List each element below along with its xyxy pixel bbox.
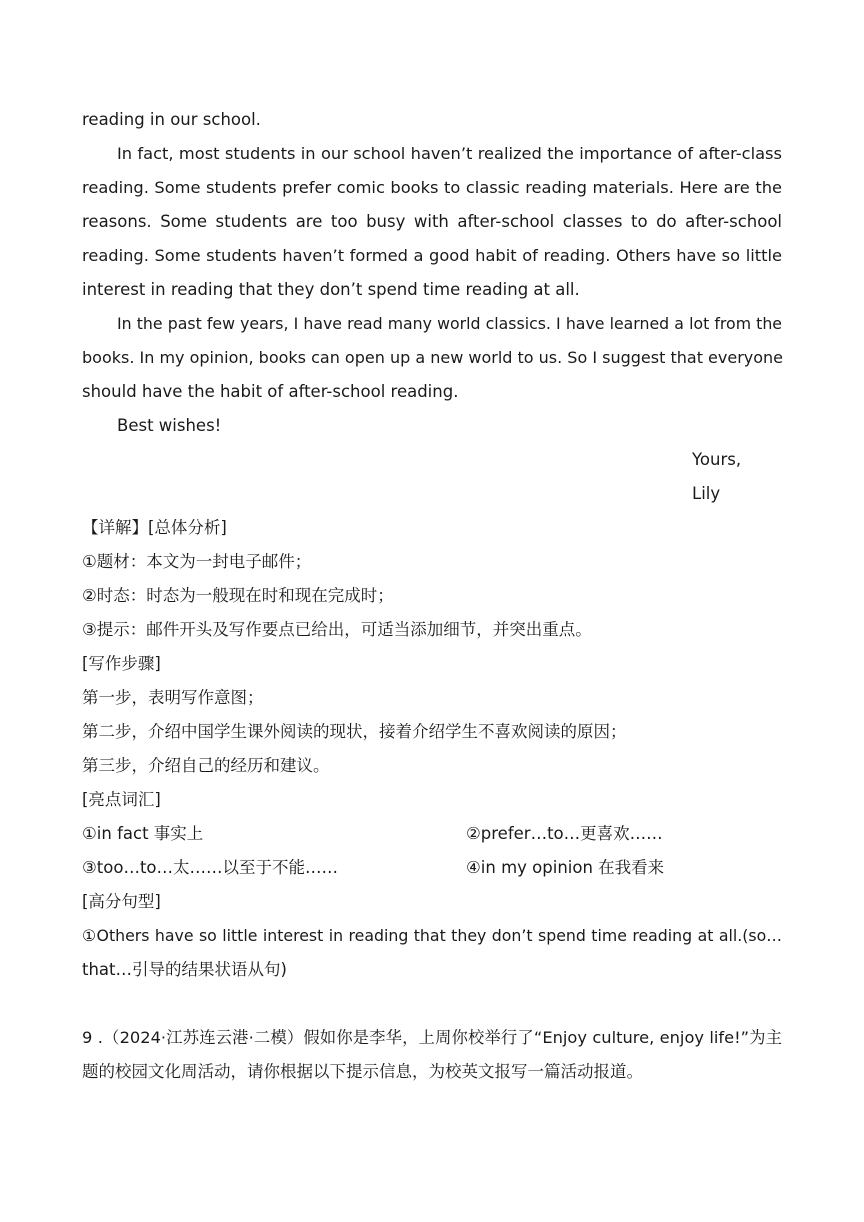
essay-paragraph-1 bbox=[82, 137, 782, 307]
spacer bbox=[82, 987, 782, 1021]
essay-line: reading. Some students haven’t formed a good habit of reading. Others have so little bbox=[82, 246, 782, 265]
analysis-item: ①题材：本文为一封电子邮件； bbox=[82, 552, 312, 571]
document-page bbox=[82, 103, 782, 1089]
sentence-line: ①Others have so little interest in reading that they don’t spend time reading at all.(so… bbox=[82, 926, 782, 945]
vocab-row bbox=[82, 817, 782, 851]
step-item: 第一步，表明写作意图； bbox=[82, 688, 264, 707]
analysis-heading: 【详解】[总体分析] bbox=[82, 518, 227, 537]
essay-line: In the past few years, I have read many world classics. I have learned a lot from the bbox=[117, 314, 782, 333]
step-item: 第二步，介绍中国学生课外阅读的现状，接着介绍学生不喜欢阅读的原因； bbox=[82, 722, 627, 741]
sentence-line: that…引导的结果状语从句) bbox=[82, 960, 287, 979]
essay-closing: Best wishes! bbox=[117, 416, 222, 435]
vocab-heading: [亮点词汇] bbox=[82, 790, 161, 809]
essay-line: books. In my opinion, books can open up a new world to us. So I suggest that everyone bbox=[82, 348, 784, 367]
essay-line: reading in our school. bbox=[82, 110, 261, 129]
essay-signoff: Yours, bbox=[692, 450, 742, 469]
analysis-item: ②时态：时态为一般现在时和现在完成时； bbox=[82, 586, 394, 605]
essay-line: interest in reading that they don’t spend time reading at all. bbox=[82, 280, 580, 299]
essay-line: reading. Some students prefer comic books to classic reading materials. Here are the bbox=[82, 178, 782, 197]
vocab-row bbox=[82, 851, 782, 885]
question-9-line: 9 .（2024·江苏连云港·二模）假如你是李华，上周你校举行了“Enjoy culture, enjoy life!”为主 bbox=[82, 1028, 782, 1047]
step-item: 第三步，介绍自己的经历和建议。 bbox=[82, 756, 330, 775]
essay-line: In fact, most students in our school haven’t realized the importance of after-class bbox=[117, 144, 782, 163]
vocab-item: ③too…to…太……以至于不能…… bbox=[82, 858, 339, 877]
essay-line: should have the habit of after-school reading. bbox=[82, 382, 459, 401]
vocab-item: ④in my opinion 在我看来 bbox=[466, 858, 665, 877]
analysis-item: ③提示：邮件开头及写作要点已给出，可适当添加细节，并突出重点。 bbox=[82, 620, 592, 639]
essay-line: reasons. Some students are too busy with after-school classes to do after-school bbox=[82, 212, 782, 231]
question-9-line: 题的校园文化周活动，请你根据以下提示信息，为校英文报写一篇活动报道。 bbox=[82, 1062, 643, 1081]
steps-heading: [写作步骤] bbox=[82, 654, 161, 673]
essay-signature: Lily bbox=[692, 484, 721, 503]
essay-paragraph-2 bbox=[82, 307, 782, 409]
vocab-item: ①in fact 事实上 bbox=[82, 824, 204, 843]
vocab-item: ②prefer…to…更喜欢…… bbox=[466, 824, 663, 843]
sentence-heading: [高分句型] bbox=[82, 892, 161, 911]
